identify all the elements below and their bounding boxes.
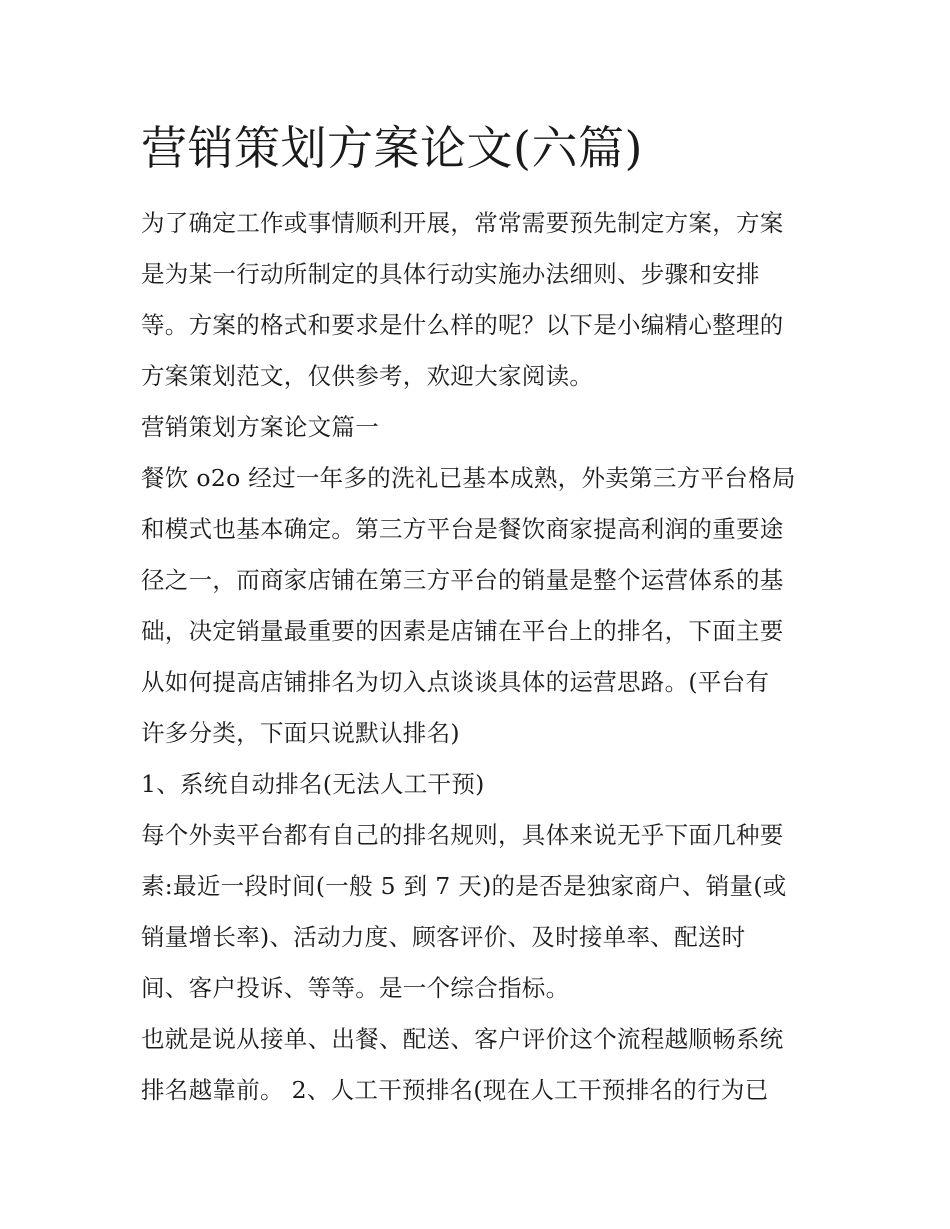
paragraph-line: 每个外卖平台都有自己的排名规则，具体来说无乎下面几种要 [141,821,784,849]
document-title: 营销策划方案论文(六篇) [141,121,643,175]
paragraph-line: 方案策划范文，仅供参考，欢迎大家阅读。 [141,362,594,390]
paragraph-line: 也就是说从接单、出餐、配送、客户评价这个流程越顺畅系统 [141,1025,784,1053]
section-heading: 营销策划方案论文篇一 [141,413,379,441]
paragraph-line: 和模式也基本确定。第三方平台是餐饮商家提高利润的重要途 [141,515,784,543]
paragraph-line: 餐饮 o2o 经过一年多的洗礼已基本成熟，外卖第三方平台格局 [141,464,796,492]
list-heading: 1、系统自动排名(无法人工干预) [141,770,485,798]
paragraph-line: 素:最近一段时间(一般 5 到 7 天)的是否是独家商户、销量(或 [141,872,787,900]
paragraph-line: 间、客户投诉、等等。是一个综合指标。 [141,974,570,1002]
paragraph-line: 排名越靠前。 2、人工干预排名(现在人工干预排名的行为已 [141,1076,769,1104]
paragraph-line: 许多分类，下面只说默认排名) [141,719,460,747]
paragraph-line: 础，决定销量最重要的因素是店铺在平台上的排名，下面主要 [141,617,784,645]
paragraph-line: 为了确定工作或事情顺利开展，常常需要预先制定方案，方案 [141,209,784,237]
paragraph-line: 径之一，而商家店铺在第三方平台的销量是整个运营体系的基 [141,566,784,594]
paragraph-line: 等。方案的格式和要求是什么样的呢？以下是小编精心整理的 [141,311,784,339]
paragraph-line: 销量增长率)、活动力度、顾客评价、及时接单率、配送时 [141,923,746,951]
paragraph-line: 从如何提高店铺排名为切入点谈谈具体的运营思路。(平台有 [141,668,770,696]
paragraph-line: 是为某一行动所制定的具体行动实施办法细则、步骤和安排 [141,260,760,288]
